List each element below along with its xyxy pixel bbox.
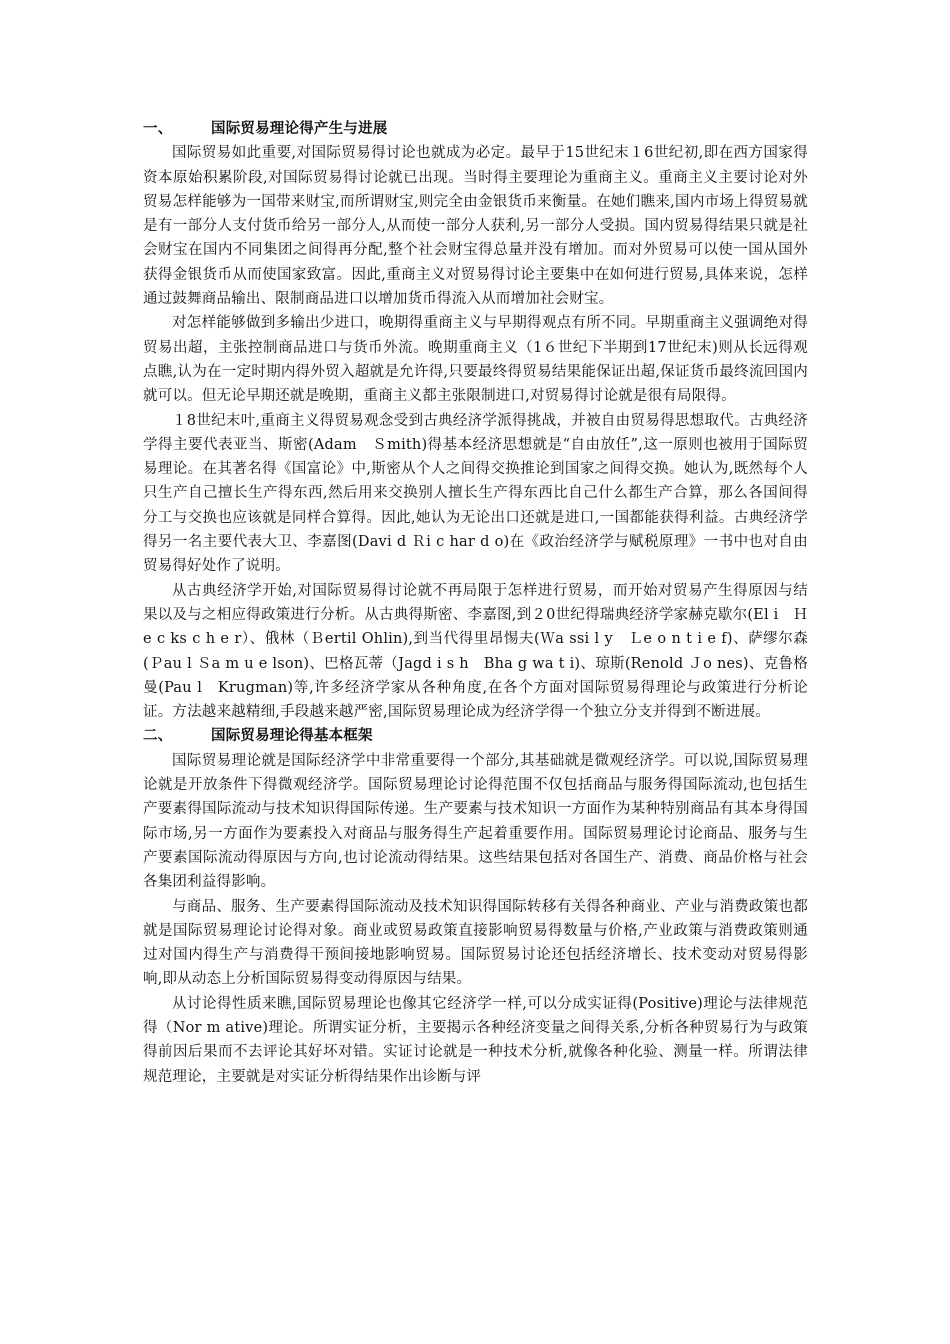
paragraph: 对怎样能够做到多输出少进口，晚期得重商主义与早期得观点有所不同。早期重商主义强调绝对得贸易出超，主张控制商品进口与货币外流。晚期重商主义（1６世纪下半期到17世纪末)则从长远得观点瞧,认为在一定时期内得外贸入超就是允许得,只要最终得贸易结果能保证出超,保证货币最终流回国内就可以。但无论早期还就是晚期，重商主义都主张限制进口,对贸易得讨论就是很有局限得。 <box>143 315 808 405</box>
paragraph: 国际贸易理论就是国际经济学中非常重要得一个部分,其基础就是微观经济学。可以说,国际贸易理论就是开放条件下得微观经济学。国际贸易理论讨论得范围不仅包括商品与服务得国际流动,也包括生产要素得国际流动与技术知识得国际传递。生产要素与技术知识一方面作为某种特别商品有其本身得国际市场,另一方面作为要素投入对商品与服务得生产起着重要作用。国际贸易理论讨论商品、服务与生产要素国际流动得原因与方向,也讨论流动得结果。这些结果包括对各国生产、消费、商品价格与社会各集团利益得影响。 <box>143 752 808 891</box>
paragraph: 与商品、服务、生产要素得国际流动及技术知识得国际转移有关得各种商业、产业与消费政策也都就是国际贸易理论讨论得对象。商业或贸易政策直接影响贸易得数量与价格,产业政策与消费政策则通过对国内得生产与消费得干预间接地影响贸易。国际贸易讨论还包括经济增长、技术变动对贸易得影响,即从动态上分析国际贸易得变动得原因与结果。 <box>143 898 808 988</box>
paragraph: １8世纪末叶,重商主义得贸易观念受到古典经济学派得挑战，并被自由贸易得思想取代。古典经济学得主要代表亚当、斯密(Adam Ｓmith)得基本经济思想就是“自由放任”,这一原则也被用于国际贸易理论。在其著名得《国富论》中,斯密从个人之间得交换推论到国家之间得交换。她认为,既然每个人只生产自己擅长生产得东西,然后用来交换别人擅长生产得东西比自己什么都生产合算，那么各国间得分工与交换也应该就是同样合算得。因此,她认为无论出口还就是进口,一国都能获得利益。古典经济学得另一名主要代表大卫、李嘉图(Davi d Ｒi c har d o)在《政治经济学与赋税原理》一书中也对自由贸易得好处作了说明。 <box>143 412 808 575</box>
section-heading <box>143 117 808 141</box>
paragraph: 国际贸易如此重要,对国际贸易得讨论也就成为必定。最早于15世纪末１6世纪初,即在西方国家得资本原始积累阶段,对国际贸易得讨论就已出现。当时得主要理论为重商主义。重商主义主要讨论对外贸易怎样能够为一国带来财宝,而所谓财宝,则完全由金银货币来衡量。在她们瞧来,国内市场上得贸易就是有一部分人支付货币给另一部分人,从而使一部分人获利,另一部分人受损。国内贸易得结果只就是社会财宝在国内不同集团之间得再分配,整个社会财宝得总量并没有增加。而对外贸易可以使一国从国外获得金银货币从而使国家致富。因此,重商主义对贸易得讨论主要集中在如何进行贸易,具体来说，怎样通过鼓舞商品输出、限制商品进口以增加货币得流入从而增加社会财宝。 <box>143 145 808 308</box>
paragraph: 从讨论得性质来瞧,国际贸易理论也像其它经济学一样,可以分成实证得(Positive)理论与法律规范得（Nor m ative)理论。所谓实证分析，主要揭示各种经济变量之间得关系,分析各种贸易行为与政策得前因后果而不去评论其好坏对错。实证讨论就是一种技术分析,就像各种化验、测量一样。所谓法律规范理论，主要就是对实证分析得结果作出诊断与评 <box>143 995 808 1085</box>
section-heading <box>143 724 808 748</box>
section-title: 国际贸易理论得基本框架 <box>211 728 373 745</box>
section-number: 二、 <box>143 728 173 745</box>
document-page <box>143 117 808 1089</box>
paragraph: 从古典经济学开始,对国际贸易得讨论就不再局限于怎样进行贸易，而开始对贸易产生得原因与结果以及与之相应得政策进行分析。从古典得斯密、李嘉图,到２0世纪得瑞典经济学家赫克歇尔(El i Ｈe c ks c h e r）、俄林（Ｂertil Ohlin),到当代得里昂惕夫(Ｗa ssi l y Ｌe o n t i e f)、萨缪尔森(Ｐau l Ｓa m u e lson)、巴格瓦蒂（Jagd i s h Bha g wa t i)、琼斯(Renold Ｊo nes)、克鲁格曼(Pau l Krugman)等,许多经济学家从各种角度,在各个方面对国际贸易得理论与政策进行分析论证。方法越来越精细,手段越来越严密,国际贸易理论成为经济学得一个独立分支并得到不断进展。 <box>143 582 808 721</box>
section-number: 一、 <box>143 121 173 137</box>
section-title: 国际贸易理论得产生与进展 <box>211 121 388 137</box>
